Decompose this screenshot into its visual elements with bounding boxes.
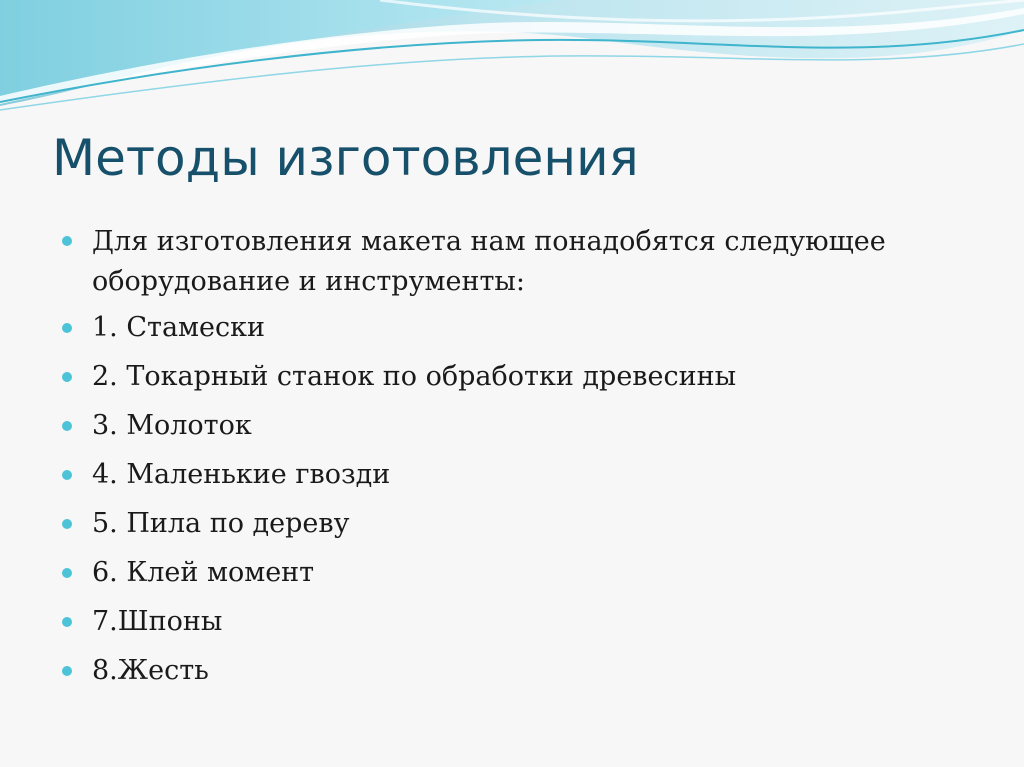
bullet-text: 1. Стамески	[92, 312, 266, 343]
bullet-list	[62, 222, 962, 700]
bullet-text: 7.Шпоны	[92, 606, 223, 637]
bullet-dot-icon	[62, 372, 72, 382]
bullet-item-2	[62, 357, 962, 397]
bullet-dot-icon	[62, 568, 72, 578]
bullet-text: 3. Молоток	[92, 410, 252, 441]
bullet-dot-icon	[62, 236, 72, 246]
bullet-item-6	[62, 553, 962, 593]
bullet-dot-icon	[62, 666, 72, 676]
bullet-text: Для изготовления макета нам понадобятся следующее оборудование и инструменты:	[92, 226, 886, 297]
bullet-text: 2. Токарный станок по обработки древесины	[92, 361, 737, 392]
header-wave-decoration	[0, 0, 1024, 130]
bullet-dot-icon	[62, 323, 72, 333]
bullet-dot-icon	[62, 470, 72, 480]
bullet-item-3	[62, 406, 962, 446]
bullet-dot-icon	[62, 421, 72, 431]
bullet-text: 4. Маленькие гвозди	[92, 459, 391, 490]
bullet-item-8	[62, 651, 962, 691]
bullet-item-intro	[62, 222, 962, 302]
bullet-text: 6. Клей момент	[92, 557, 315, 588]
slide-title: Методы изготовления	[52, 129, 639, 187]
bullet-item-5	[62, 504, 962, 544]
bullet-text: 5. Пила по дереву	[92, 508, 350, 539]
bullet-item-7	[62, 602, 962, 642]
bullet-item-1	[62, 308, 962, 348]
bullet-dot-icon	[62, 617, 72, 627]
bullet-item-4	[62, 455, 962, 495]
bullet-dot-icon	[62, 519, 72, 529]
bullet-text: 8.Жесть	[92, 655, 209, 686]
